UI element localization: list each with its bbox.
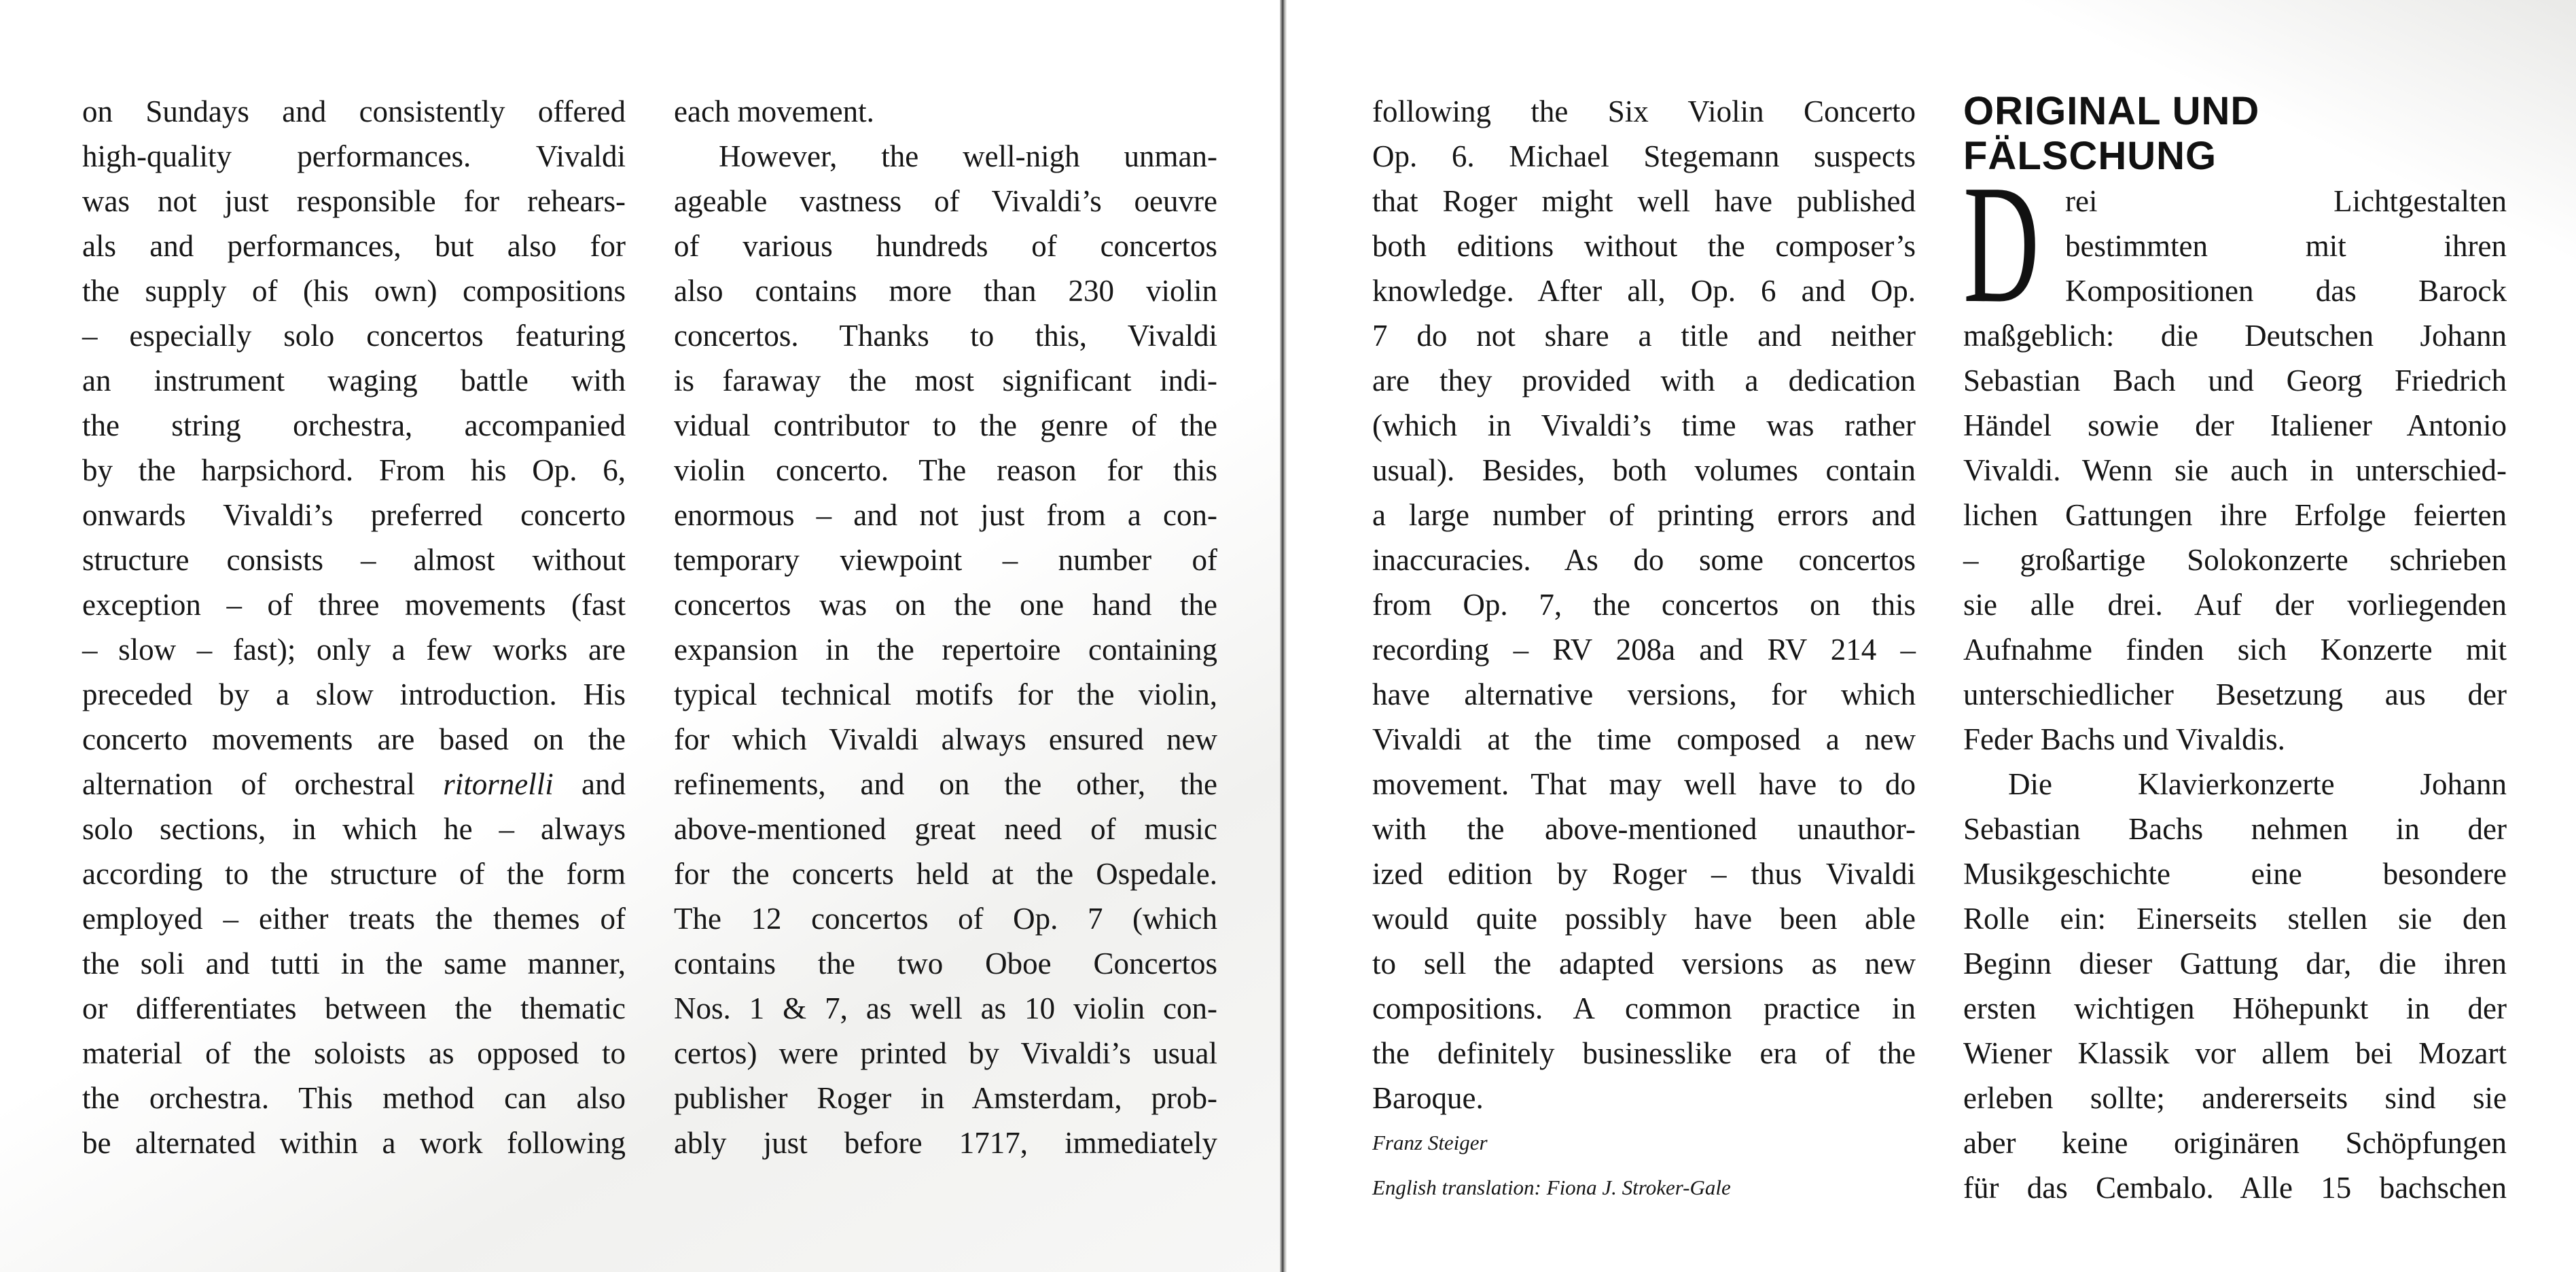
booklet-spine: [1280, 0, 1287, 1272]
paragraph: [82, 89, 626, 1165]
text-line: usual). Besides, both volumes contain: [1372, 453, 1916, 487]
translation-credit: English translation: Fiona J. Stroker-Gale: [1372, 1176, 1731, 1199]
text-line: concertos. Thanks to this, Vivaldi: [674, 319, 1217, 353]
text-line: the orchestra. This method can also: [82, 1081, 626, 1115]
text-column-2: [674, 89, 1217, 1165]
text-line: refinements, and on the other, the: [674, 767, 1217, 801]
text-line: Sebastian Bach und Georg Friedrich: [1963, 364, 2507, 398]
text-line: to sell the adapted versions as new: [1372, 947, 1916, 980]
text-line: Nos. 1 & 7, as well as 10 violin con-: [674, 991, 1217, 1025]
text-column-4: [1963, 89, 2507, 1210]
text-line: following the Six Violin Concerto: [1372, 94, 1916, 128]
text-line: unterschiedlicher Besetzung aus der: [1963, 677, 2507, 711]
text-line: ersten wichtigen Höhepunkt in der: [1963, 991, 2507, 1025]
text-line: vidual contributor to the genre of the: [674, 408, 1217, 442]
text-line: solo sections, in which he – always: [82, 812, 626, 846]
text-line: high-quality performances. Vivaldi: [82, 139, 626, 173]
text-line: Sebastian Bachs nehmen in der: [1963, 812, 2507, 846]
text-line: compositions. A common practice in: [1372, 991, 1916, 1025]
italic-term: ritornelli: [443, 767, 554, 801]
text-line: knowledge. After all, Op. 6 and Op.: [1372, 274, 1916, 308]
drop-cap: D: [1963, 150, 2039, 338]
text-column-1: [82, 89, 626, 1165]
text-line: that Roger might well have published: [1372, 184, 1916, 218]
text-line: employed – either treats the themes of: [82, 902, 626, 936]
text-line: Beginn dieser Gattung dar, die ihren: [1963, 947, 2507, 980]
text-line: be alternated within a work following: [82, 1126, 626, 1160]
text-line: publisher Roger in Amsterdam, prob-: [674, 1081, 1217, 1115]
text-line: Vivaldi at the time composed a new: [1372, 722, 1916, 756]
text-line: preceded by a slow introduction. His: [82, 677, 626, 711]
text-line: aber keine originären Schöpfungen: [1963, 1126, 2507, 1160]
text-line: contains the two Oboe Concertos: [674, 947, 1217, 980]
text-line: – großartige Solokonzerte schrieben: [1963, 543, 2507, 577]
text-line: The 12 concertos of Op. 7 (which: [674, 902, 1217, 936]
text-line: Vivaldi. Wenn sie auch in unterschied-: [1963, 453, 2507, 487]
text-line: für das Cembalo. Alle 15 bachschen: [1963, 1171, 2507, 1205]
paragraph: [1372, 89, 1916, 1120]
text-line: typical technical motifs for the violin,: [674, 677, 1217, 711]
text-segment: and: [553, 767, 626, 801]
text-line: exception – of three movements (fast: [82, 588, 626, 622]
author-signature: Franz Steiger: [1372, 1131, 1488, 1154]
text-line: (which in Vivaldi’s time was rather: [1372, 408, 1916, 442]
text-line: Rolle ein: Einerseits stellen sie den: [1963, 902, 2507, 936]
text-line: movement. That may well have to do: [1372, 767, 1916, 801]
text-line: certos) were printed by Vivaldi’s usual: [674, 1036, 1217, 1070]
text-line: would quite possibly have been able: [1372, 902, 1916, 936]
text-line: enormous – and not just from a con-: [674, 498, 1217, 532]
text-line: have alternative versions, for which: [1372, 677, 1916, 711]
paragraph: [674, 134, 1217, 1165]
text-line: each movement.: [674, 94, 874, 128]
text-line: expansion in the repertoire containing: [674, 633, 1217, 667]
text-segment: alternation of orchestral: [82, 767, 444, 801]
text-line: rei Lichtgestalten: [2065, 184, 2507, 218]
text-line: bestimmten mit ihren: [2065, 229, 2507, 263]
text-line: material of the soloists as opposed to: [82, 1036, 626, 1070]
text-line: inaccuracies. As do some concertos: [1372, 543, 1916, 577]
text-line: Die Klavierkonzerte Johann: [2008, 767, 2507, 801]
text-line: Wiener Klassik vor allem bei Mozart: [1963, 1036, 2507, 1070]
text-line: was not just responsible for rehears-: [82, 184, 626, 218]
text-line: Aufnahme finden sich Konzerte mit: [1963, 633, 2507, 667]
text-line: maßgeblich: die Deutschen Johann: [1963, 319, 2507, 353]
text-line: is faraway the most significant indi-: [674, 364, 1217, 398]
text-line: from Op. 7, the concertos on this: [1372, 588, 1916, 622]
text-line: However, the well-nigh unman-: [719, 139, 1217, 173]
text-line: Op. 6. Michael Stegemann suspects: [1372, 139, 1916, 173]
text-line: 7 do not share a title and neither: [1372, 319, 1916, 353]
text-line: both editions without the composer’s: [1372, 229, 1916, 263]
text-line: structure consists – almost without: [82, 543, 626, 577]
text-line: recording – RV 208a and RV 214 –: [1372, 633, 1916, 667]
text-line: for which Vivaldi always ensured new: [674, 722, 1217, 756]
text-line: with the above-mentioned unauthor-: [1372, 812, 1916, 846]
text-line: for the concerts held at the Ospedale.: [674, 857, 1217, 891]
text-line: a large number of printing errors and: [1372, 498, 1916, 532]
text-line: temporary viewpoint – number of: [674, 543, 1217, 577]
text-line: – especially solo concertos featuring: [82, 319, 626, 353]
text-line: als and performances, but also for: [82, 229, 626, 263]
text-line: also contains more than 230 violin: [674, 274, 1217, 308]
section-heading: ORIGINAL UND: [1963, 89, 2260, 133]
text-line: the supply of (his own) compositions: [82, 274, 626, 308]
text-line: ageable vastness of Vivaldi’s oeuvre: [674, 184, 1217, 218]
text-line: concertos was on the one hand the: [674, 588, 1217, 622]
text-line: are they provided with a dedication: [1372, 364, 1916, 398]
text-line: Händel sowie der Italiener Antonio: [1963, 408, 2507, 442]
text-line: – slow – fast); only a few works are: [82, 633, 626, 667]
text-line: sie alle drei. Auf der vorliegenden: [1963, 588, 2507, 622]
section-heading: FÄLSCHUNG: [1963, 134, 2217, 178]
text-line: Feder Bachs und Vivaldis.: [1963, 722, 2285, 756]
text-line: violin concerto. The reason for this: [674, 453, 1217, 487]
text-column-3: [1372, 89, 1916, 1210]
text-line: Musikgeschichte eine besondere: [1963, 857, 2507, 891]
text-line: ably just before 1717, immediately: [674, 1126, 1217, 1160]
text-line: onwards Vivaldi’s preferred concerto: [82, 498, 626, 532]
text-line: on Sundays and consistently offered: [82, 94, 626, 128]
text-line: erleben sollte; andererseits sind sie: [1963, 1081, 2507, 1115]
text-line: Baroque.: [1372, 1081, 1484, 1115]
text-line: lichen Gattungen ihre Erfolge feierten: [1963, 498, 2507, 532]
text-line: ized edition by Roger – thus Vivaldi: [1372, 857, 1916, 891]
text-line: of various hundreds of concertos: [674, 229, 1217, 263]
paragraph: [674, 89, 1217, 134]
text-line: the string orchestra, accompanied: [82, 408, 626, 442]
paragraph: [1963, 762, 2507, 1210]
text-line: or differentiates between the thematic: [82, 991, 626, 1025]
text-line: [82, 762, 626, 807]
text-line: the soli and tutti in the same manner,: [82, 947, 626, 980]
text-line: above-mentioned great need of music: [674, 812, 1217, 846]
text-line: according to the structure of the form: [82, 857, 626, 891]
text-line: an instrument waging battle with: [82, 364, 626, 398]
text-line: concerto movements are based on the: [82, 722, 626, 756]
text-line: Kompositionen das Barock: [2065, 274, 2507, 308]
text-line: by the harpsichord. From his Op. 6,: [82, 453, 626, 487]
text-line: the definitely businesslike era of the: [1372, 1036, 1916, 1070]
